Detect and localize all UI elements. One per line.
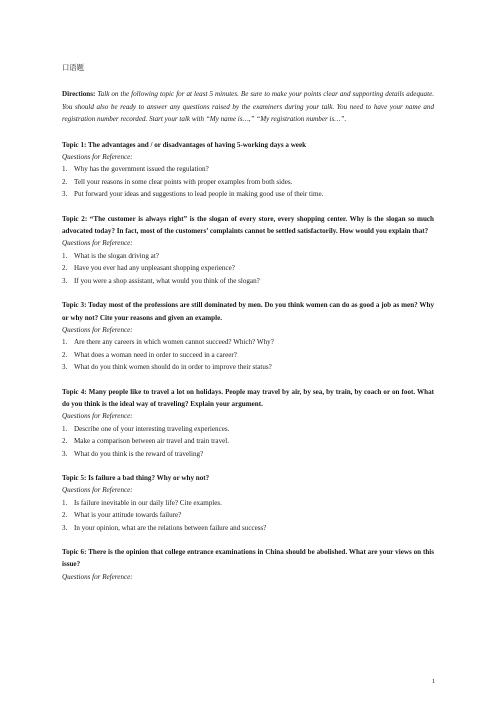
question-text: Make a comparison between air travel and train travel. [74,437,230,446]
question-number: 1. [62,251,68,260]
question-text: What does a woman need in order to succeed in a career? [74,350,237,359]
question-item [62,336,434,348]
questions-for-reference-label: Questions for Reference: [62,572,133,581]
topic-title: Topic 1: The advantages and / or disadvantages of having 5-working days a week [62,140,307,149]
question-number: 3. [62,276,68,285]
question-number: 1. [62,424,68,433]
question-number: 2. [62,437,68,446]
question-item [62,522,434,534]
question-list [62,423,434,460]
question-text: Why has the government issued the regulation? [74,165,209,174]
question-number: 1. [62,498,68,507]
question-number: 3. [62,363,68,372]
directions-label: Directions: [62,90,96,99]
question-number: 3. [62,190,68,199]
question-number: 2. [62,177,68,186]
question-text: Tell your reasons in some clear points with proper examples from both sides. [74,177,293,186]
questions-for-reference-label: Questions for Reference: [62,325,133,334]
question-item [62,188,434,200]
question-number: 2. [62,350,68,359]
topic-title: Topic 6: There is the opinion that college entrance examinations in China should be abolished. What are your views on this issue? [62,548,434,569]
questions-for-reference-label: Questions for Reference: [62,486,133,495]
question-text: Is failure inevitable in our daily life? Cite examples. [74,498,222,507]
question-number: 1. [62,165,68,174]
question-item [62,423,434,435]
question-item [62,448,434,460]
question-number: 2. [62,511,68,520]
question-number: 2. [62,264,68,273]
question-text: Describe one of your interesting traveling experiences. [74,424,230,433]
questions-for-reference-label: Questions for Reference: [62,153,133,162]
question-item [62,435,434,447]
topic-block [62,546,434,583]
question-text: If you were a shop assistant, what would you think of the slogan? [74,276,260,285]
question-number: 1. [62,338,68,347]
question-text: What is the slogan driving at? [74,251,159,260]
question-text: Have you ever had any unpleasant shopping experience? [74,264,235,273]
question-item [62,509,434,521]
topic-block [62,139,434,201]
topic-block [62,213,434,287]
question-item [62,262,434,274]
questions-for-reference-label: Questions for Reference: [62,412,133,421]
question-text: What do you think women should do in order to improve their status? [74,363,272,372]
question-text: Put forward your ideas and suggestions to lead people in making good use of their time. [74,190,324,199]
question-list [62,497,434,534]
topic-title: Topic 5: Is failure a bad thing? Why or why not? [62,473,210,482]
question-list [62,250,434,287]
question-list [62,163,434,200]
page-number: 1 [432,678,436,685]
question-text: Are there any careers in which women cannot succeed? Which? Why? [74,338,274,347]
questions-for-reference-label: Questions for Reference: [62,239,133,248]
question-item [62,250,434,262]
directions-text: Talk on the following topic for at least 5 minutes. Be sure to make your points clear and supporting details adequate. You should also be ready to answer any questions raised by the examiners during your talk. You need to have your name and registration number recorded. Start your talk with “My name is…,” “My registration number is…”. [62,90,434,124]
question-item [62,349,434,361]
question-text: What do you think is the reward of traveling? [74,449,204,458]
question-list [62,336,434,373]
topic-block [62,472,434,534]
question-item [62,176,434,188]
topic-title: Topic 2: “The customer is always right” is the slogan of every store, every shopping center. Why is the slogan so much advocated today? In fact, most of the customers’ complaints cannot be settled satisfactorily. How would you explain that? [62,214,434,236]
document-heading: 口语题 [62,63,84,72]
topic-title: Topic 3: Today most of the professions are still dominated by men. Do you think women can do as good a job as men? Why or why not? Cite your reasons and given an example. [62,301,434,322]
question-item [62,361,434,373]
question-item [62,275,434,287]
topic-block [62,386,434,460]
question-item [62,163,434,175]
question-text: In your opinion, what are the relations between failure and success? [74,523,267,532]
topic-block [62,299,434,373]
question-text: What is your attitude towards failure? [74,511,182,520]
question-number: 3. [62,523,68,532]
directions-paragraph [62,88,434,125]
topics-list [62,139,434,584]
question-number: 3. [62,449,68,458]
question-item [62,497,434,509]
topic-title: Topic 4: Many people like to travel a lot on holidays. People may travel by air, by sea, by train, by coach or on foot. What do you think is the ideal way of traveling? Explain your argument. [62,387,434,408]
document-content [62,62,434,595]
